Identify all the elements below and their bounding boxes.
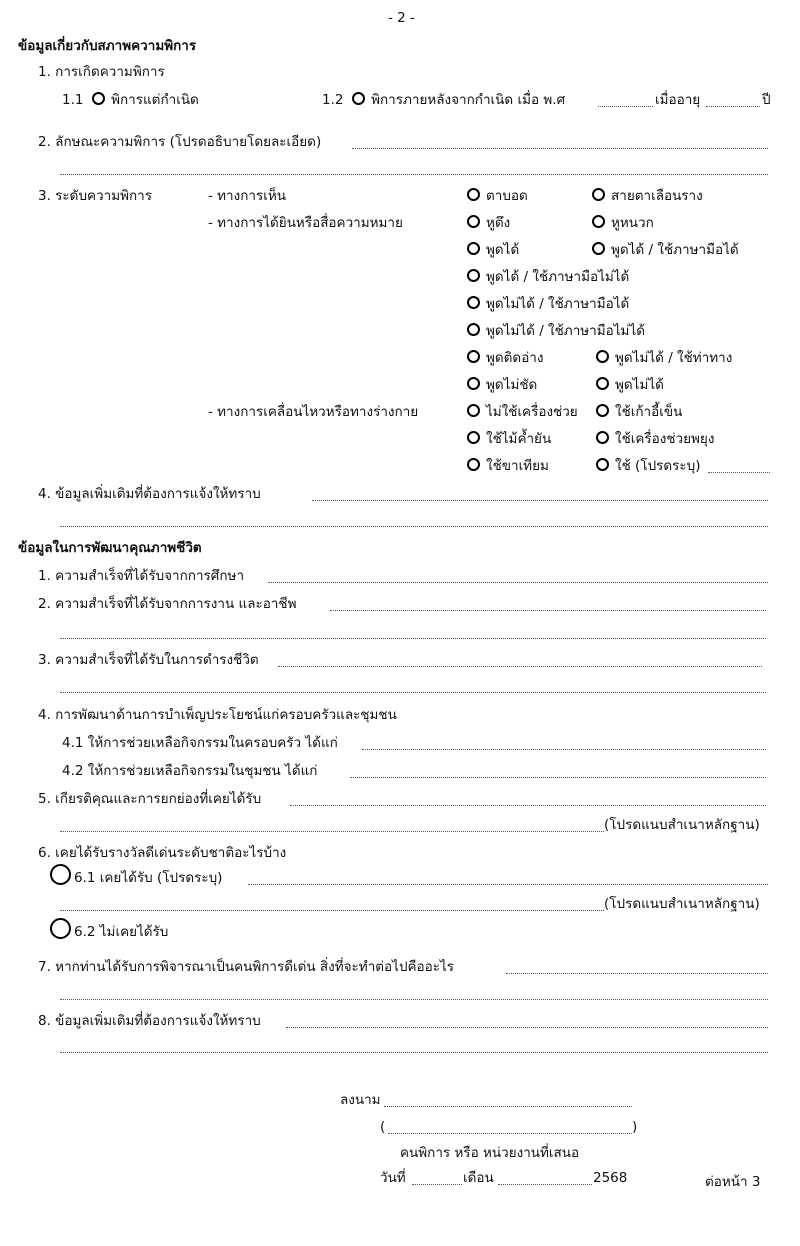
radio-circle-icon[interactable] bbox=[467, 404, 480, 417]
mobility-opt-3[interactable]: ใช้เครื่องช่วยพยุง bbox=[596, 429, 714, 449]
quality-q1: 1. ความสำเร็จที่ได้รับจากการศึกษา bbox=[38, 568, 245, 584]
vision-opt-blind[interactable]: ตาบอด bbox=[467, 186, 528, 206]
quality-q6-opt2: 6.2 ไม่เคยได้รับ bbox=[74, 924, 169, 940]
hearing-opt-10[interactable]: พูดไม่ได้ bbox=[596, 375, 664, 395]
q1-label: 1. การเกิดความพิการ bbox=[38, 64, 165, 80]
quality-q8-field-line1[interactable] bbox=[286, 1027, 768, 1028]
radio-circle-icon[interactable] bbox=[467, 323, 480, 336]
q4-label: 4. ข้อมูลเพิ่มเติมที่ต้องการแจ้งให้ทราบ bbox=[38, 486, 261, 502]
quality-q7-field-line2[interactable] bbox=[60, 999, 768, 1000]
quality-q6-field-line2[interactable] bbox=[60, 910, 604, 911]
quality-q4-sub1: 4.1 ให้การช่วยเหลือกิจกรรมในครอบครัว ได้แก่ bbox=[62, 735, 338, 751]
quality-q7: 7. หากท่านได้รับการพิจารณาเป็นคนพิการดีเด่น สิ่งที่จะทำต่อไปคืออะไร bbox=[38, 959, 455, 975]
age-field[interactable] bbox=[706, 106, 760, 107]
radio-circle-icon[interactable] bbox=[352, 92, 365, 105]
q1-opt2-year: ปี bbox=[762, 92, 771, 108]
radio-circle-icon[interactable] bbox=[596, 458, 609, 471]
q1-opt2-age: เมื่ออายุ bbox=[655, 92, 701, 108]
mobility-category: - ทางการเคลื่อนไหวหรือทางร่างกาย bbox=[208, 404, 419, 420]
radio-circle-icon[interactable] bbox=[596, 377, 609, 390]
radio-circle-icon[interactable] bbox=[467, 215, 480, 228]
month-label: เดือน bbox=[463, 1170, 494, 1186]
year-value: 2568 bbox=[593, 1170, 628, 1186]
radio-circle-icon[interactable] bbox=[596, 350, 609, 363]
quality-q2-field-line1[interactable] bbox=[330, 610, 766, 611]
radio-circle-icon[interactable] bbox=[467, 350, 480, 363]
signature-label: ลงนาม bbox=[340, 1092, 381, 1108]
q2-field-line2[interactable] bbox=[60, 174, 768, 175]
hearing-opt-1[interactable]: หูหนวก bbox=[592, 213, 654, 233]
radio-circle-icon[interactable] bbox=[92, 92, 105, 105]
radio-circle-icon[interactable] bbox=[467, 269, 480, 282]
quality-q4: 4. การพัฒนาด้านการบำเพ็ญประโยชน์แก่ครอบครัวและชุมชน bbox=[38, 707, 397, 723]
q3-label: 3. ระดับความพิการ bbox=[38, 188, 153, 204]
quality-q4-sub2-field[interactable] bbox=[350, 777, 766, 778]
hearing-opt-4[interactable]: พูดได้ / ใช้ภาษามือไม่ได้ bbox=[467, 267, 629, 287]
quality-q4-sub2: 4.2 ให้การช่วยเหลือกิจกรรมในชุมชน ได้แก่ bbox=[62, 763, 318, 779]
quality-q3-field-line1[interactable] bbox=[278, 666, 762, 667]
radio-circle-icon[interactable] bbox=[467, 188, 480, 201]
quality-q8-field-line2[interactable] bbox=[60, 1052, 768, 1053]
hearing-opt-0[interactable]: หูตึง bbox=[467, 213, 510, 233]
q1-opt2-label: พิการภายหลังจากกำเนิด เมื่อ พ.ศ bbox=[371, 92, 566, 108]
radio-circle-icon[interactable] bbox=[467, 242, 480, 255]
continue-note: ต่อหน้า 3 bbox=[705, 1174, 761, 1190]
q1-opt1-label: พิการแต่กำเนิด bbox=[111, 92, 199, 108]
attach-note-q6: (โปรดแนบสำเนาหลักฐาน) bbox=[604, 896, 760, 912]
q2-label: 2. ลักษณะความพิการ (โปรดอธิบายโดยละเอียด) bbox=[38, 134, 322, 150]
quality-q6: 6. เคยได้รับรางวัลดีเด่นระดับชาติอะไรบ้าง bbox=[38, 845, 287, 861]
vision-category: - ทางการเห็น bbox=[208, 188, 286, 204]
radio-circle-icon[interactable] bbox=[592, 215, 605, 228]
quality-q3-field-line2[interactable] bbox=[60, 692, 766, 693]
radio-circle-icon[interactable] bbox=[592, 188, 605, 201]
hearing-opt-9[interactable]: พูดไม่ชัด bbox=[467, 375, 537, 395]
mobility-opt-1[interactable]: ใช้เก้าอี้เข็น bbox=[596, 402, 682, 422]
radio-circle-icon[interactable] bbox=[467, 296, 480, 309]
quality-q5-field-line2[interactable] bbox=[60, 831, 604, 832]
quality-q5-field-line1[interactable] bbox=[290, 805, 766, 806]
quality-q4-sub1-field[interactable] bbox=[362, 749, 766, 750]
hearing-opt-7[interactable]: พูดติดอ่าง bbox=[467, 348, 543, 368]
attach-note-q5: (โปรดแนบสำเนาหลักฐาน) bbox=[604, 817, 760, 833]
radio-circle-icon[interactable] bbox=[596, 404, 609, 417]
hearing-category: - ทางการได้ยินหรือสื่อความหมาย bbox=[208, 215, 403, 231]
q1-opt1-number: 1.1 bbox=[62, 92, 84, 108]
mobility-opt-5[interactable]: ใช้ (โปรดระบุ) bbox=[596, 456, 701, 476]
radio-circle-icon[interactable] bbox=[596, 431, 609, 444]
q1-opt2-number: 1.2 bbox=[322, 92, 344, 108]
page-number: - 2 - bbox=[388, 10, 415, 26]
quality-q8: 8. ข้อมูลเพิ่มเติมที่ต้องการแจ้งให้ทราบ bbox=[38, 1013, 261, 1029]
mobility-opt-4[interactable]: ใช้ขาเทียม bbox=[467, 456, 549, 476]
hearing-opt-2[interactable]: พูดได้ bbox=[467, 240, 519, 260]
quality-q1-field[interactable] bbox=[268, 582, 768, 583]
quality-q2: 2. ความสำเร็จที่ได้รับจากการงาน และอาชีพ bbox=[38, 596, 297, 612]
section-title-disability: ข้อมูลเกี่ยวกับสภาพความพิการ bbox=[18, 38, 197, 54]
radio-circle-icon[interactable] bbox=[467, 377, 480, 390]
section-title-quality: ข้อมูลในการพัฒนาคุณภาพชีวิต bbox=[18, 540, 202, 556]
month-field[interactable] bbox=[498, 1184, 592, 1185]
name-paren-open: ( bbox=[380, 1119, 386, 1135]
q2-field-line1[interactable] bbox=[352, 148, 768, 149]
date-label: วันที่ bbox=[380, 1170, 406, 1186]
radio-circle-icon[interactable] bbox=[592, 242, 605, 255]
quality-q6-field-line1[interactable] bbox=[248, 884, 768, 885]
q6-opt2-radio-icon[interactable] bbox=[50, 918, 71, 939]
quality-q2-field-line2[interactable] bbox=[60, 638, 766, 639]
hearing-opt-5[interactable]: พูดไม่ได้ / ใช้ภาษามือได้ bbox=[467, 294, 629, 314]
mobility-other-field[interactable] bbox=[708, 472, 770, 473]
quality-q6-opt1: 6.1 เคยได้รับ (โปรดระบุ) bbox=[74, 870, 223, 886]
name-paren-close: ) bbox=[632, 1119, 638, 1135]
signer-role: คนพิการ หรือ หน่วยงานที่เสนอ bbox=[400, 1145, 580, 1161]
name-field[interactable] bbox=[388, 1133, 632, 1134]
quality-q5: 5. เกียรติคุณและการยกย่องที่เคยได้รับ bbox=[38, 791, 262, 807]
hearing-opt-8[interactable]: พูดไม่ได้ / ใช้ท่าทาง bbox=[596, 348, 732, 368]
q4-field-line1[interactable] bbox=[312, 500, 768, 501]
q1-opt2[interactable] bbox=[322, 90, 565, 110]
q4-field-line2[interactable] bbox=[60, 526, 768, 527]
q6-opt1-radio-icon[interactable] bbox=[50, 864, 71, 885]
quality-q3: 3. ความสำเร็จที่ได้รับในการดำรงชีวิต bbox=[38, 652, 259, 668]
vision-opt-low[interactable]: สายตาเลือนราง bbox=[592, 186, 703, 206]
birth-year-field[interactable] bbox=[598, 106, 653, 107]
radio-circle-icon[interactable] bbox=[467, 431, 480, 444]
hearing-opt-3[interactable]: พูดได้ / ใช้ภาษามือได้ bbox=[592, 240, 739, 260]
date-field[interactable] bbox=[412, 1184, 462, 1185]
radio-circle-icon[interactable] bbox=[467, 458, 480, 471]
signature-field[interactable] bbox=[384, 1106, 632, 1107]
q1-opt1[interactable] bbox=[62, 90, 199, 110]
hearing-opt-6[interactable]: พูดไม่ได้ / ใช้ภาษามือไม่ได้ bbox=[467, 321, 645, 341]
quality-q7-field-line1[interactable] bbox=[506, 973, 768, 974]
mobility-opt-0[interactable]: ไม่ใช้เครื่องช่วย bbox=[467, 402, 578, 422]
mobility-opt-2[interactable]: ใช้ไม้ค้ำยัน bbox=[467, 429, 551, 449]
